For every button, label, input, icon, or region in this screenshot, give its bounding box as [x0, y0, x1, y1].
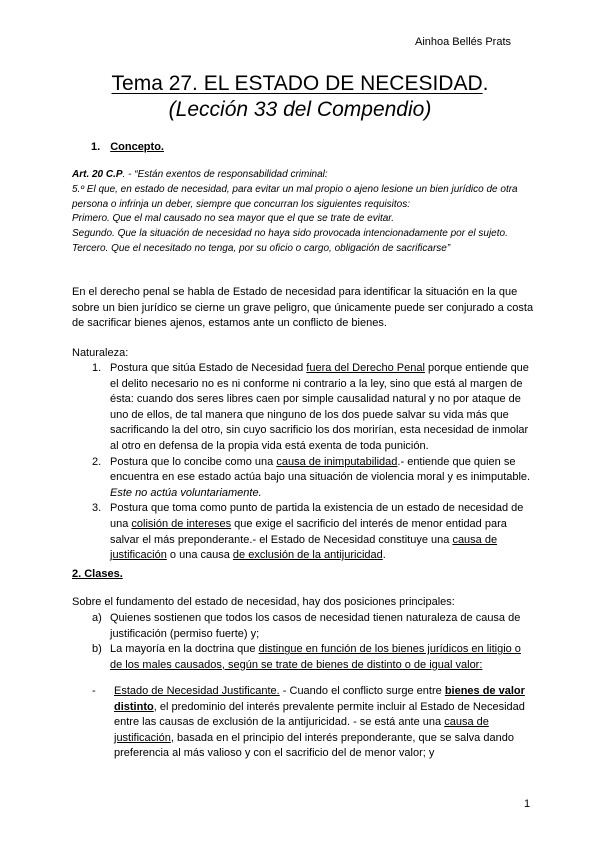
list-number: 2.	[92, 455, 102, 468]
item-underlined: causa de inimputabilidad	[276, 455, 398, 468]
page-title	[0, 72, 600, 96]
dash-list	[92, 684, 532, 762]
item-text: .- entiende que quien se encuentra en ese estado actúa bajo una situación de violencia moral y es inimputable.	[110, 455, 531, 484]
item-underlined: distingue en función de los bienes jurídicos en litigio o de los males causados, según se trate de bienes de distinto o de igual valor:	[110, 643, 521, 671]
item-text: La mayoría en la doctrina que	[110, 643, 259, 656]
item-text: Postura que toma como punto de partida la existencia de un estado de necesidad de una	[110, 502, 524, 530]
item-italic: Este no actúa voluntariamente.	[110, 486, 262, 499]
item-text: que exige el sacrificio del interés de menor entidad para salvar el más preponderante.- el Estado de Necesidad constituye una	[110, 517, 507, 546]
list-number: 3.	[92, 502, 102, 515]
nature-list	[92, 361, 532, 564]
legal-quote	[72, 168, 532, 257]
intro-paragraph: En el derecho penal se habla de Estado de necesidad para identificar la situación en la que sobre un bien jurídico se cierne un grave peligro, que únicamente puede ser conjurado a costa de sacrificar bienes ajenos, estamos ante un conflicto de bienes.	[72, 286, 534, 330]
list-item	[92, 455, 532, 502]
nature-label: Naturaleza:	[72, 347, 129, 359]
item-underlined: causa de justificación	[110, 533, 498, 562]
author-name: Ainhoa Bellés Prats	[415, 36, 511, 48]
page-subtitle: (Lección 33 del Compendio)	[168, 98, 432, 121]
list-dash: -	[92, 685, 96, 697]
section-2-heading: 2. Clases.	[72, 568, 123, 580]
quote-line: Tercero. Que el necesitado no tenga, por su oficio o cargo, obligación de sacrificarse”	[72, 242, 451, 254]
section-1-label: Concepto.	[110, 141, 164, 153]
list-item	[92, 501, 532, 563]
quote-line-art	[72, 168, 532, 183]
list-item	[92, 684, 532, 762]
item-bold-underlined: bienes de valor distinto	[114, 685, 525, 713]
item-text: - Cuando el conflicto surge entre	[279, 685, 445, 697]
list-item	[92, 611, 532, 642]
list-item	[92, 642, 532, 673]
list-letter: b)	[92, 643, 102, 656]
quote-line: Segundo. Que la situación de necesidad no haya sido provocada intencionadamente por el sujeto.	[72, 228, 508, 240]
item-text: , el predominio del interés prevalente permite incluir al Estado de Necesidad entre las causas de exclusión de la antijuricidad. - se está ante una	[114, 700, 525, 729]
section-1-number: 1.	[91, 141, 101, 153]
item-underlined: fuera del Derecho Penal	[306, 362, 425, 374]
page-number: 1	[524, 798, 531, 810]
section-1-heading	[91, 141, 164, 153]
quote-line: 5.º El que, en estado de necesidad, para evitar un mal propio o ajeno lesione un bien jurídico de otra persona o infrinja un deber, siempre que concurran los siguientes requisitos:	[72, 183, 518, 210]
list-number: 1.	[92, 362, 102, 374]
title-text: Tema 27. EL ESTADO DE NECESIDAD	[111, 72, 483, 95]
item-text: .	[382, 549, 386, 562]
list-letter: a)	[92, 612, 102, 624]
item-text: , basada en el principio del interés preponderante, que se salva dando preferencia al más valioso y con el sacrificio del de menor valor; y	[114, 731, 514, 760]
clases-list	[92, 611, 532, 673]
quote-art-ref: Art. 20 C.P	[72, 169, 123, 180]
item-text: o una causa	[166, 549, 233, 562]
clases-intro: Sobre el fundamento del estado de necesidad, hay dos posiciones principales:	[72, 596, 455, 608]
item-text: Postura que lo concibe como una	[110, 455, 277, 468]
quote-line: Primero. Que el mal causado no sea mayor que el que se trate de evitar.	[72, 213, 395, 225]
item-text: Quienes sostienen que todos los casos de necesidad tienen naturaleza de causa de justificación (permiso fuerte) y;	[110, 612, 521, 640]
item-text: Postura que sitúa Estado de Necesidad	[110, 362, 307, 374]
quote-art-rest: . - “Están exentos de responsabilidad criminal:	[122, 169, 328, 180]
item-text: porque entiende que el delito necesario no es ni conforme ni contrario a la ley, sino que está al margen de ésta: cuando dos seres libres caen por simple causalidad natural y no por ataque de uno de ellos, de tal manera que ninguno de los dos puede salvar su vida más que sacrificando la del otro, sin cuyo sacrificio los dos morirían, esta necesidad de inmolar al otro en defensa de la propia vida está exenta de toda punición.	[110, 362, 529, 452]
item-underlined: Estado de Necesidad Justificante.	[114, 685, 280, 697]
item-underlined: colisión de intereses	[131, 517, 232, 530]
title-dot: .	[482, 72, 489, 95]
item-underlined: de exclusión de la antijuricidad	[232, 549, 383, 562]
item-underlined: causa de justificación	[114, 716, 489, 744]
list-item	[92, 361, 532, 455]
